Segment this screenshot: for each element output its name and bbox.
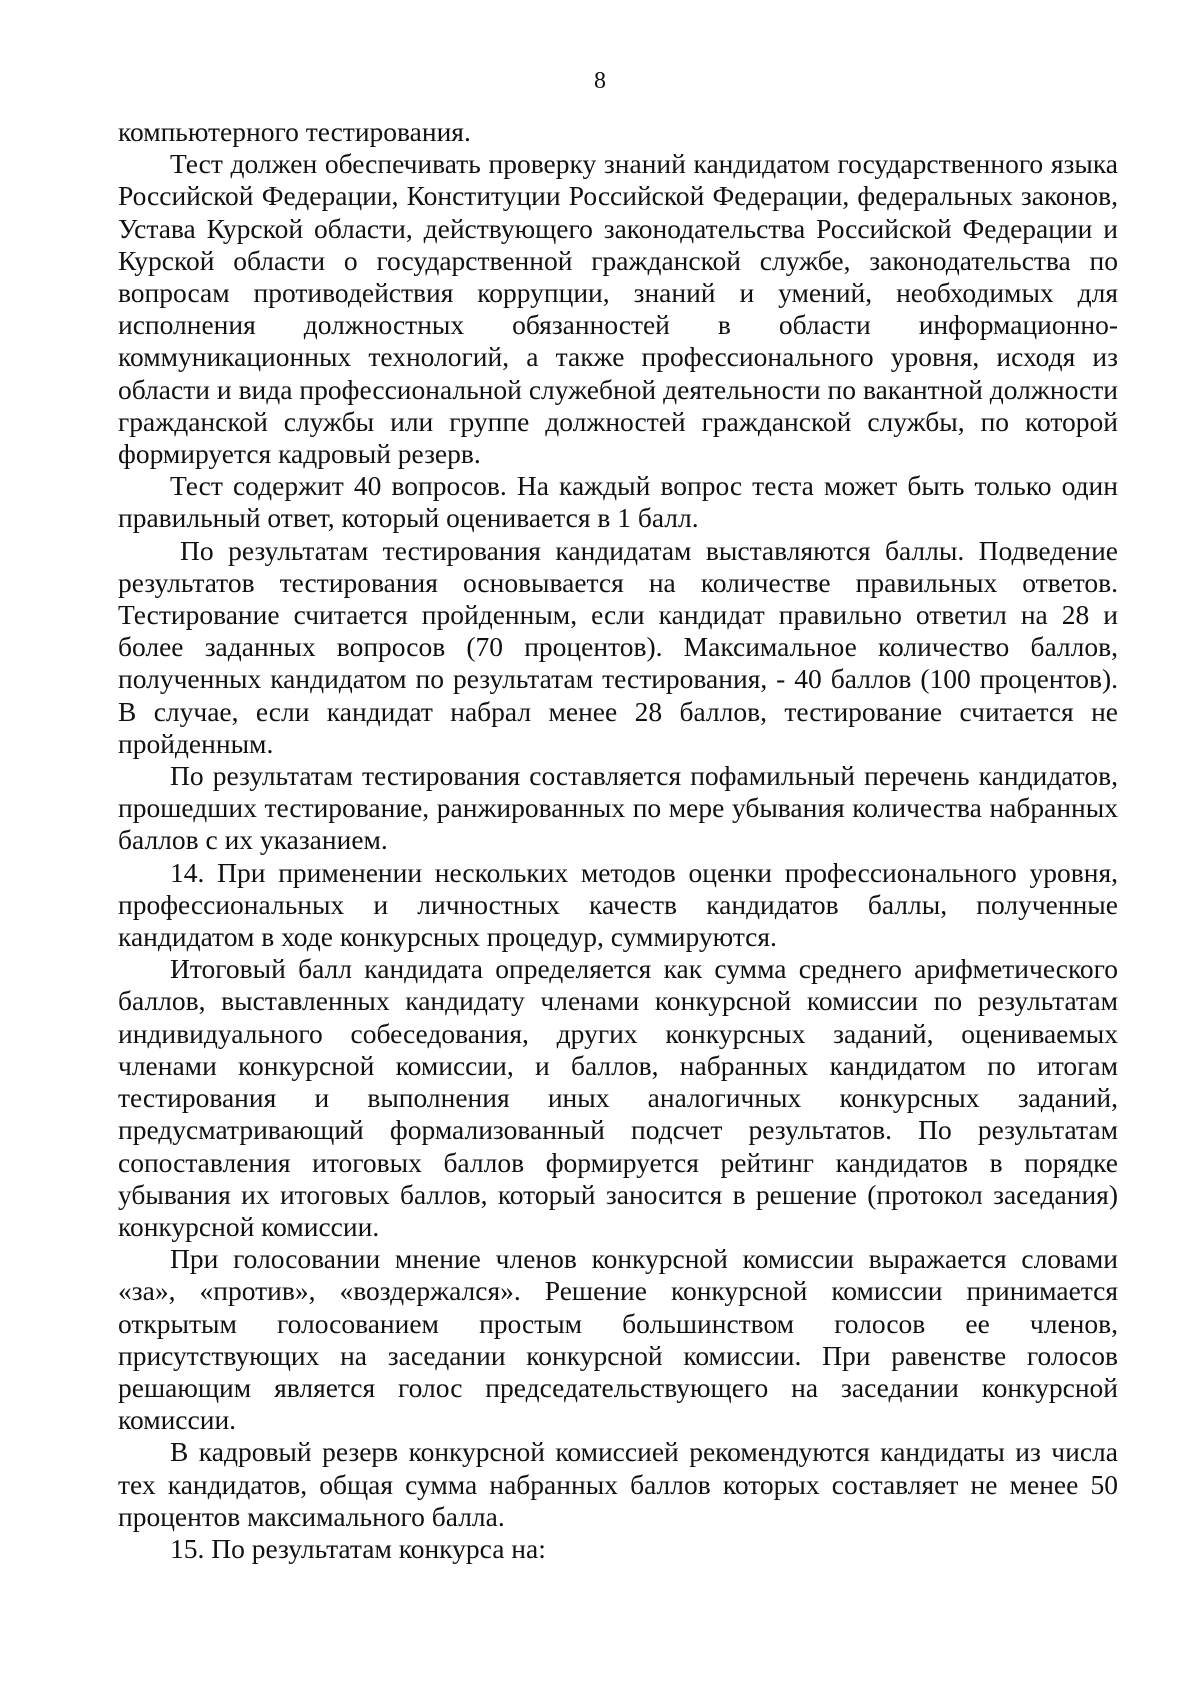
page-number: 8 xyxy=(594,68,606,94)
paragraph-final-score: Итоговый балл кандидата определяется как сумма среднего арифметического баллов, выставленных кандидату членами конкурсной комиссии по результатам индивидуального собеседования, других конкурсных заданий, оцениваемых членами конкурсной комиссии, и баллов, набранных кандидатом по итогам тестирования и выполнения иных аналогичных конкурсных заданий, предусматривающий формализованный подсчет результатов. По результатам сопоставления итоговых баллов формируется рейтинг кандидатов в порядке убывания их итоговых баллов, который заносится в решение (протокол заседания) конкурсной комиссии. xyxy=(118,953,1118,1242)
paragraph-ranked-list: По результатам тестирования составляется пофамильный перечень кандидатов, прошедших тестирование, ранжированных по мере убывания количества набранных баллов с их указанием. xyxy=(118,760,1118,856)
paragraph-test-content: Тест должен обеспечивать проверку знаний кандидатом государственного языка Российской Федерации, Конституции Российской Федерации, федеральных законов, Устава Курской области, действующего законодательства Российской Федерации и Курской области о государственной гражданской службе, законодательства по вопросам противодействия коррупции, знаний и умений, необходимых для исполнения должностных обязанностей в области информационно-коммуникационных технологий, а также профессионального уровня, исходя из области и вида профессиональной служебной деятельности по вакантной должности гражданской службы или группе должностей гражданской службы, по которой формируется кадровый резерв. xyxy=(118,148,1118,470)
paragraph-item-14: 14. При применении нескольких методов оценки профессионального уровня, профессиональных и личностных качеств кандидатов баллы, полученные кандидатом в ходе конкурсных процедур, суммируются. xyxy=(118,856,1118,953)
paragraph-item-15: 15. По результатам конкурса на: xyxy=(170,1532,546,1564)
paragraph-test-questions: Тест содержит 40 вопросов. На каждый вопрос теста может быть только один правильный ответ, который оценивается в 1 балл. xyxy=(118,470,1118,534)
paragraph-voting: При голосовании мнение членов конкурсной комиссии выражается словами «за», «против», «воздержался». Решение конкурсной комиссии принимается открытым голосованием простым большинством голосов ее членов, присутствующих на заседании конкурсной комиссии. При равенстве голосов решающим является голос председательствующего на заседании конкурсной комиссии. xyxy=(118,1243,1118,1436)
document-body xyxy=(118,116,1118,1565)
paragraph-personnel-reserve: В кадровый резерв конкурсной комиссией рекомендуются кандидаты из числа тех кандидатов, общая сумма набранных баллов которых составляет не менее 50 процентов максимального балла. xyxy=(118,1436,1118,1532)
paragraph-continuation: компьютерного тестирования. xyxy=(118,116,471,147)
paragraph-test-scoring: По результатам тестирования кандидатам выставляются баллы. Подведение результатов тестирования основывается на количестве правильных ответов. Тестирование считается пройденным, если кандидат правильно ответил на 28 и более заданных вопросов (70 процентов). Максимальное количество баллов, полученных кандидатом по результатам тестирования, - 40 баллов (100 процентов). В случае, если кандидат набрал менее 28 баллов, тестирование считается не пройденным. xyxy=(118,534,1118,759)
